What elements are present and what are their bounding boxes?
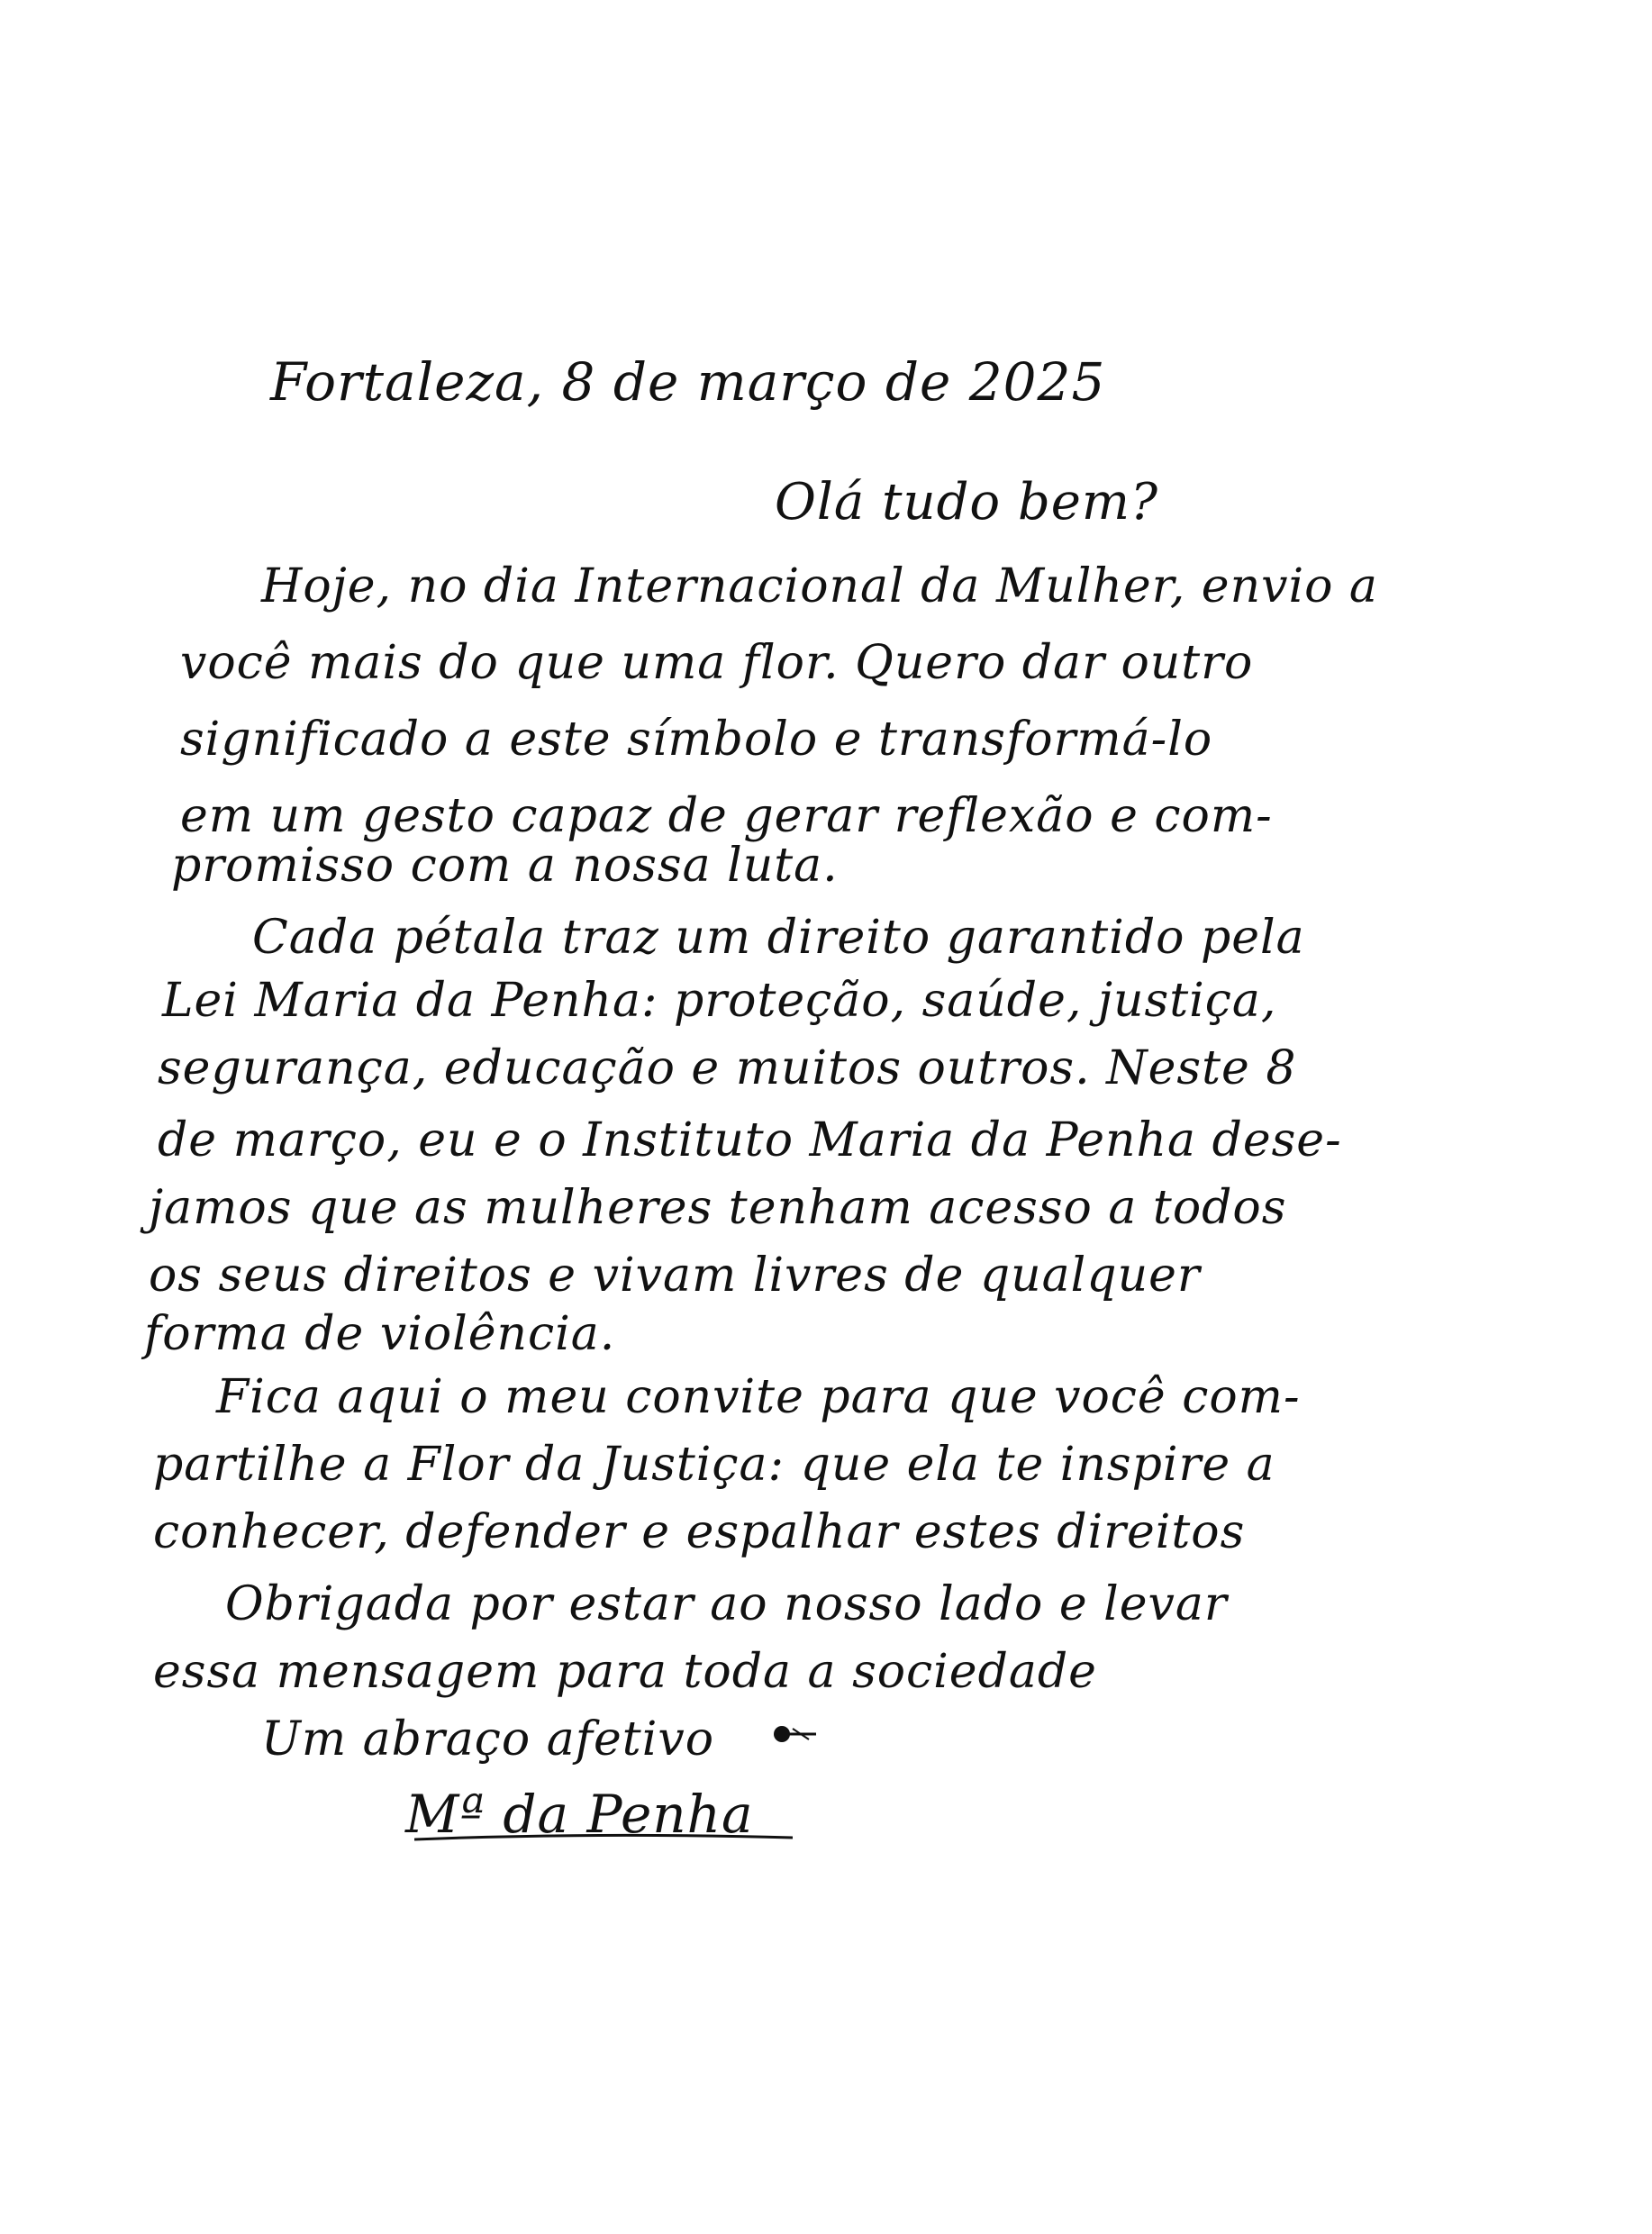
letter-line: Fica aqui o meu convite para que você com- (216, 1370, 1301, 1424)
signature: Mª da Penha (405, 1784, 754, 1845)
letter-line: essa mensagem para toda a sociedade (153, 1645, 1097, 1699)
letter-line: Hoje, no dia Internacional da Mulher, envio a (261, 559, 1378, 613)
closing: Um abraço afetivo (261, 1712, 715, 1766)
letter-line: partilhe a Flor da Justiça: que ela te inspire a (153, 1438, 1275, 1492)
letter-line: de março, eu e o Instituto Maria da Penha dese- (158, 1113, 1342, 1167)
letter-line: promisso com a nossa luta. (171, 839, 839, 893)
letter-line: os seus direitos e vivam livres de qualquer (149, 1249, 1201, 1303)
date-line: Fortaleza, 8 de março de 2025 (270, 351, 1106, 413)
letter-line: em um gesto capaz de gerar reflexão e com- (180, 789, 1273, 843)
letter-line: conhecer, defender e espalhar estes direitos (153, 1505, 1246, 1559)
letter-line: significado a este símbolo e transformá-lo (180, 713, 1213, 767)
letter-line: Obrigada por estar ao nosso lado e levar (225, 1577, 1228, 1631)
letter-line: Lei Maria da Penha: proteção, saúde, justiça, (162, 974, 1277, 1028)
letter-line: segurança, educação e muitos outros. Neste 8 (158, 1041, 1297, 1095)
letter-line: Cada pétala traz um direito garantido pela (252, 911, 1305, 965)
letter-line: você mais do que uma flor. Quero dar outro (180, 636, 1254, 690)
greeting: Olá tudo bem? (775, 473, 1159, 531)
letter-line: jamos que as mulheres tenham acesso a todos (149, 1181, 1287, 1235)
flower-doodle-icon (764, 1716, 818, 1752)
signature-underline (414, 1829, 793, 1847)
letter-line: forma de violência. (144, 1307, 616, 1361)
